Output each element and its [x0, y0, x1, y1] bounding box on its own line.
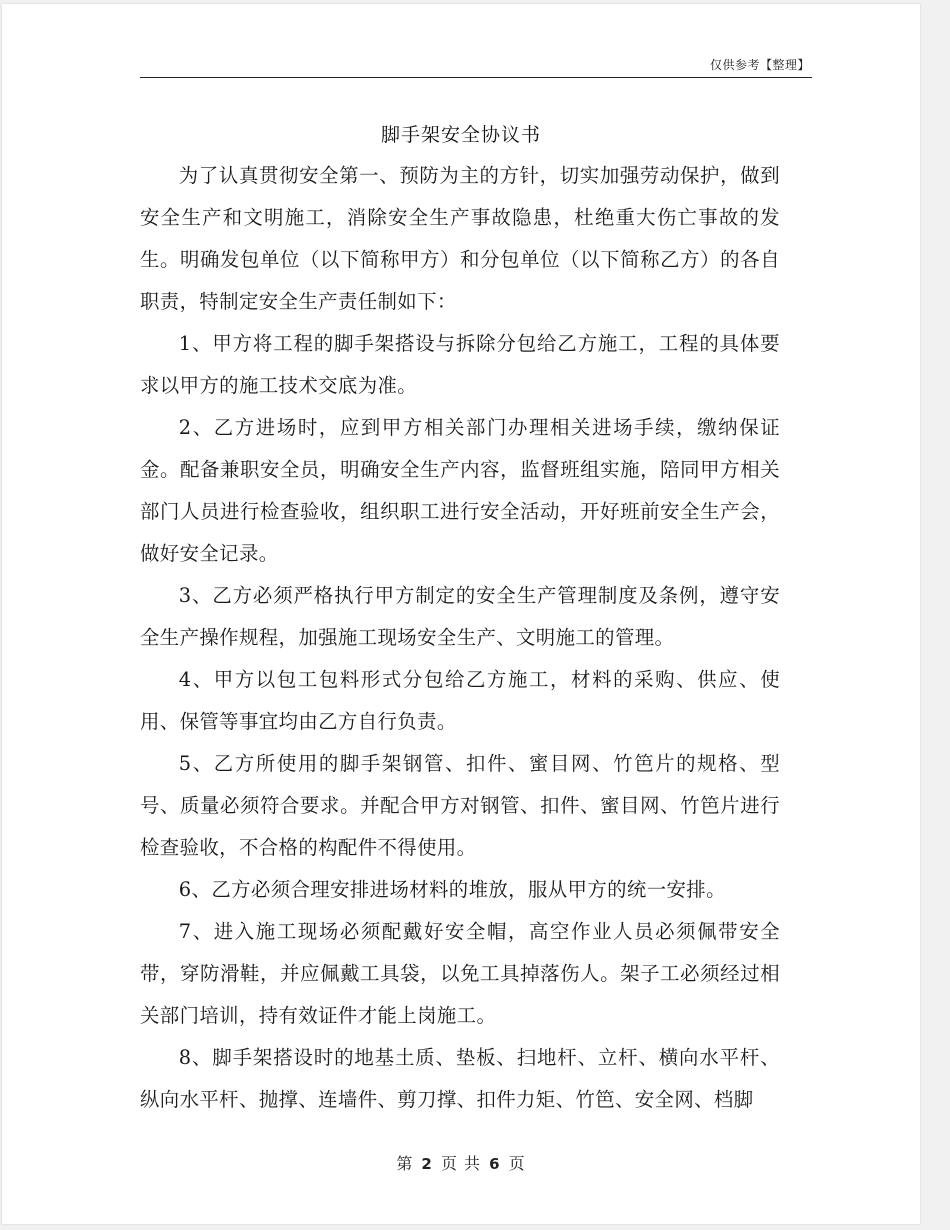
footer-total-pages: 6	[489, 1155, 501, 1173]
paragraph-clause-1: 1、甲方将工程的脚手架搭设与拆除分包给乙方施工，工程的具体要求以甲方的施工技术交底为准。	[140, 332, 780, 397]
paragraph-intro: 为了认真贯彻安全第一、预防为主的方针，切实加强劳动保护，做到安全生产和文明施工，消除安全生产事故隐患，杜绝重大伤亡事故的发生。明确发包单位（以下简称甲方）和分包单位（以下简称乙方）的各自职责，特制定安全生产责任制如下：	[140, 164, 780, 313]
document-page	[2, 4, 920, 1224]
page-footer	[2, 1151, 920, 1174]
footer-suffix: 页	[508, 1154, 526, 1173]
header-divider	[140, 77, 812, 78]
paragraph-clause-8: 8、脚手架搭设时的地基土质、垫板、扫地杆、立杆、横向水平杆、纵向水平杆、抛撑、连墙件、剪刀撑、扣件力矩、竹笆、安全网、档脚	[140, 1046, 780, 1111]
paragraph-clause-2: 2、乙方进场时，应到甲方相关部门办理相关进场手续，缴纳保证金。配备兼职安全员，明确安全生产内容，监督班组实施，陪同甲方相关部门人员进行检查验收，组织职工进行安全活动，开好班前安全生产会，做好安全记录。	[140, 416, 780, 565]
footer-prefix: 第	[396, 1154, 414, 1173]
paragraph-clause-5: 5、乙方所使用的脚手架钢管、扣件、蜜目网、竹笆片的规格、型号、质量必须符合要求。并配合甲方对钢管、扣件、蜜目网、竹笆片进行检查验收，不合格的构配件不得使用。	[140, 752, 780, 859]
paragraph-clause-4: 4、甲方以包工包料形式分包给乙方施工，材料的采购、供应、使用、保管等事宜均由乙方自行负责。	[140, 668, 780, 733]
paragraph-clause-6: 6、乙方必须合理安排进场材料的堆放，服从甲方的统一安排。	[178, 878, 726, 901]
header-note: 仅供参考【整理】	[709, 58, 810, 72]
footer-middle: 页 共	[440, 1154, 482, 1173]
document-title: 脚手架安全协议书	[380, 124, 541, 146]
paragraph-clause-3: 3、乙方必须严格执行甲方制定的安全生产管理制度及条例，遵守安全生产操作规程，加强施工现场安全生产、文明施工的管理。	[140, 584, 780, 649]
paragraph-clause-7: 7、进入施工现场必须配戴好安全帽，高空作业人员必须佩带安全带，穿防滑鞋，并应佩戴工具袋，以免工具掉落伤人。架子工必须经过相关部门培训，持有效证件才能上岗施工。	[140, 920, 780, 1027]
document-body	[140, 155, 780, 1121]
footer-current-page: 2	[421, 1155, 433, 1173]
